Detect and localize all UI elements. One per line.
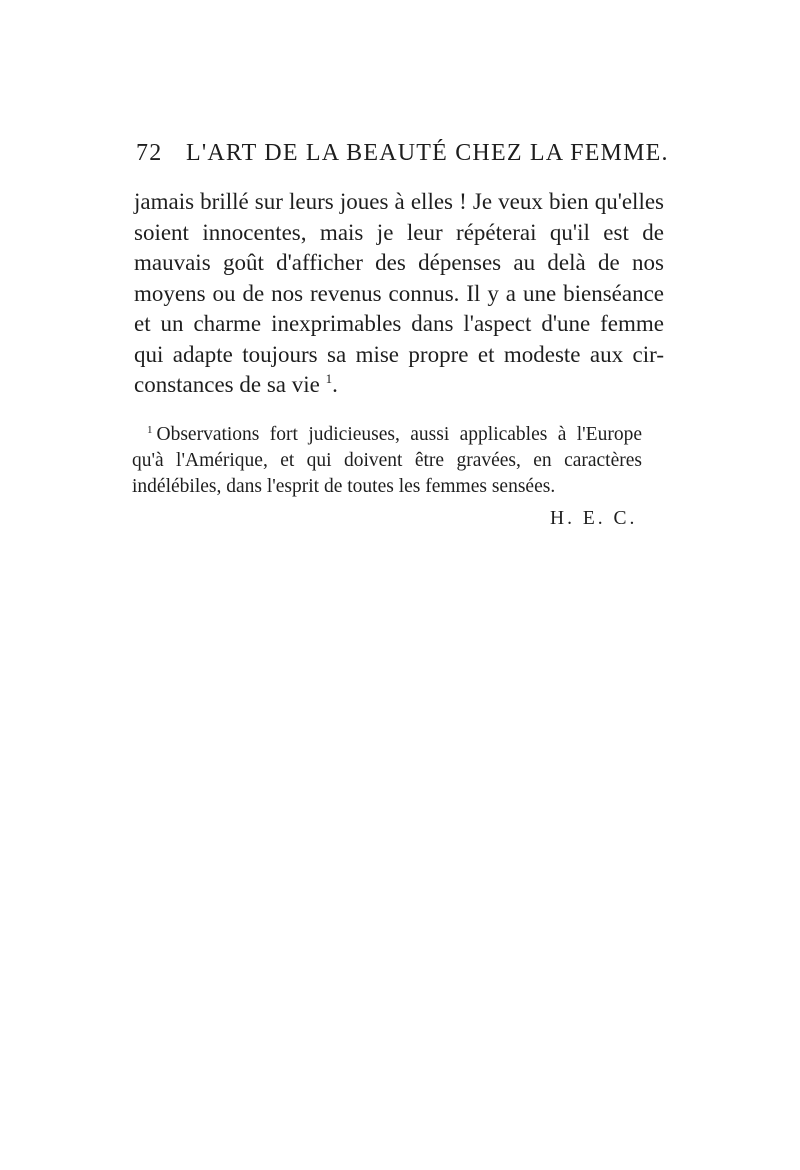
body-line-text: constances de sa vie [134, 372, 320, 397]
body-line: qui adapte toujours sa mise propre et modeste aux cir- [134, 341, 664, 367]
footnote-line-text: Observations fort judicieuses, aussi applicables à l'Europe [156, 424, 642, 445]
body-line: et un charme inexprimables dans l'aspect d'une femme [134, 311, 664, 336]
body-line: soient innocentes, mais je leur répéterai qu'il est de [134, 219, 664, 245]
footnote-reference: 1 [325, 371, 333, 386]
footnote-line: qu'à l'Amérique, et qui doivent être gravées, en caractères [132, 450, 642, 471]
body-line: mauvais goût d'afficher des dépenses au delà de nos [134, 250, 664, 275]
footnote-marker: 1 [147, 424, 153, 436]
body-line: jamais brillé sur leurs joues à elles ! Je veux bien qu'elles [134, 189, 664, 214]
body-line: moyens ou de nos revenus connus. Il y a une bienséance [134, 280, 664, 306]
footnote-line [132, 422, 642, 448]
footnote [132, 422, 642, 500]
page-number: 72 [136, 140, 163, 166]
final-punctuation: . [332, 372, 338, 397]
running-title: L'ART DE LA BEAUTÉ CHEZ LA FEMME. [186, 140, 669, 166]
body-line-last [134, 370, 664, 401]
body-paragraph [134, 187, 664, 401]
footnote-line: indélébiles, dans l'esprit de toutes les femmes sensées. [132, 476, 556, 497]
footnote-signature: H. E. C. [550, 508, 638, 529]
running-head [136, 140, 669, 176]
